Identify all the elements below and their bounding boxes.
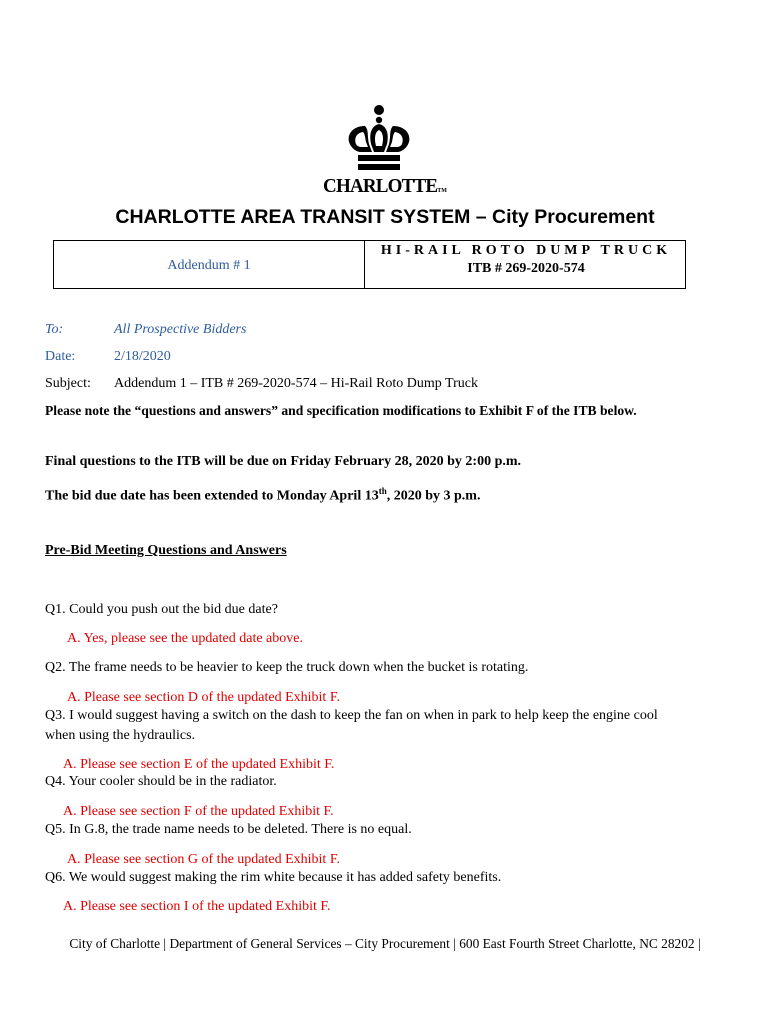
header-table	[53, 240, 686, 289]
date-label: Date:	[45, 349, 76, 364]
bid-due-note: The bid due date has been extended to Monday April 13th, 2020 by 3 p.m.	[45, 486, 481, 504]
subject-value: Addendum 1 – ITB # 269-2020-574 – Hi-Rail Roto Dump Truck	[114, 376, 478, 391]
answer-1: A. Yes, please see the updated date above.	[67, 631, 303, 646]
question-3-continued: when using the hydraulics.	[45, 728, 196, 743]
subject-label: Subject:	[45, 376, 91, 391]
page-footer: City of Charlotte | Department of General Services – City Procurement | 600 East Fourth Street Charlotte, NC 28202 |	[69, 936, 701, 951]
date-value: 2/18/2020	[114, 349, 171, 364]
product-name: HI-RAIL ROTO DUMP TRUCK	[380, 243, 672, 258]
question-4: Q4. Your cooler should be in the radiator.	[45, 774, 277, 789]
document-title: CHARLOTTE AREA TRANSIT SYSTEM – City Procurement	[115, 206, 655, 228]
answer-6: A. Please see section I of the updated Exhibit F.	[63, 899, 331, 914]
addendum-number: Addendum # 1	[167, 258, 251, 273]
logo-trademark: TM	[437, 188, 447, 195]
question-3: Q3. I would suggest having a switch on the dash to keep the fan on when in park to help keep the engine cool	[45, 708, 658, 723]
question-1: Q1. Could you push out the bid due date?	[45, 602, 278, 617]
qa-heading: Pre-Bid Meeting Questions and Answers	[45, 543, 287, 558]
answer-2: A. Please see section D of the updated Exhibit F.	[67, 690, 340, 705]
answer-3: A. Please see section E of the updated Exhibit F.	[63, 757, 335, 772]
question-2: Q2. The frame needs to be heavier to keep the truck down when the bucket is rotating.	[45, 660, 529, 675]
answer-4: A. Please see section F of the updated Exhibit F.	[63, 804, 334, 819]
question-6: Q6. We would suggest making the rim white because it has added safety benefits.	[45, 870, 502, 885]
to-label: To:	[45, 322, 64, 337]
answer-5: A. Please see section G of the updated Exhibit F.	[67, 852, 340, 867]
note-exhibit-f: Please note the “questions and answers” and specification modifications to Exhibit F of the ITB below.	[45, 403, 637, 418]
logo-wordmark: CHARLOTTETM	[323, 175, 447, 198]
to-value: All Prospective Bidders	[114, 322, 247, 337]
crown-logo-icon	[343, 104, 415, 172]
itb-number: ITB # 269-2020-574	[467, 261, 585, 276]
question-5: Q5. In G.8, the trade name needs to be deleted. There is no equal.	[45, 822, 412, 837]
final-questions-note: Final questions to the ITB will be due on Friday February 28, 2020 by 2:00 p.m.	[45, 454, 522, 469]
